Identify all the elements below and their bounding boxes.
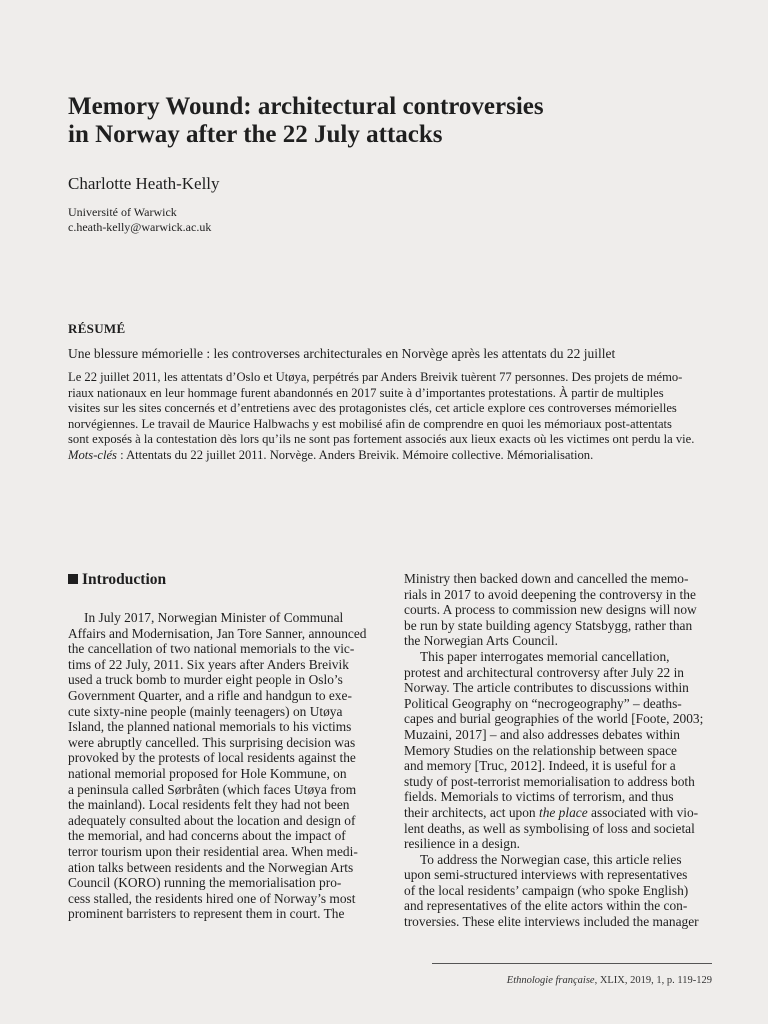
abstract-line: sont exposés à la contestation dès lors qu’ils ne sont pas fortement associés aux lieux exacts où les victimes ont perdu la vie. bbox=[68, 432, 695, 447]
body-line: of the local residents’ campaign (who spoke English) bbox=[404, 882, 689, 898]
body-line: ation talks between residents and the Norwegian Arts bbox=[68, 859, 354, 875]
body-line bbox=[404, 805, 712, 821]
resume-subtitle: Une blessure mémorielle : les controverses architecturales en Norvège après les attentats du 22 juillet bbox=[68, 346, 616, 361]
resume-abstract bbox=[68, 370, 710, 464]
body-line: Norway. The article contributes to discussions within bbox=[404, 680, 689, 696]
body-line: Affairs and Modernisation, Jan Tore Sanner, announced bbox=[68, 625, 367, 641]
body-line: To address the Norwegian case, this article relies bbox=[420, 851, 682, 867]
body-column-right bbox=[404, 571, 712, 930]
body-line: the cancellation of two national memorials to the vic- bbox=[68, 641, 355, 657]
institution: Université of Warwick bbox=[68, 205, 177, 219]
keywords-label: Mots-clés bbox=[68, 447, 117, 462]
body-line: This paper interrogates memorial cancellation, bbox=[420, 648, 670, 664]
body-line: Muzaini, 2017] – and also addresses debates within bbox=[404, 726, 680, 742]
body-line: protest and architectural controversy after July 22 in bbox=[404, 664, 684, 680]
body-line: troversies. These elite interviews included the manager bbox=[404, 914, 699, 930]
body-line: the mainland). Local residents felt they had not been bbox=[68, 797, 350, 813]
italic-phrase: the place bbox=[538, 804, 588, 820]
body-line: lent deaths, as well as symbolising of loss and societal bbox=[404, 820, 695, 836]
body-line: resilience in a design. bbox=[404, 836, 521, 852]
body-line: terror tourism upon their residential area. When medi- bbox=[68, 843, 358, 859]
author-affiliation bbox=[68, 205, 211, 235]
section-heading-introduction bbox=[68, 571, 166, 589]
body-line: study of post-terrorist memorialisation to address both bbox=[404, 773, 695, 789]
body-line: Political Geography on “necrogeography” – deaths- bbox=[404, 695, 682, 711]
abstract-line: riaux nationaux en leur hommage furent abandonnés en 2017 suite à d’importantes protestations. À partir de multiples bbox=[68, 385, 664, 400]
author-name: Charlotte Heath-Kelly bbox=[68, 174, 220, 193]
body-text: their architects, act upon bbox=[404, 804, 539, 820]
body-line: the Norwegian Arts Council. bbox=[404, 633, 558, 649]
keywords-line bbox=[68, 448, 710, 464]
body-line: courts. A process to commission new designs will now bbox=[404, 602, 697, 618]
body-line: and memory [Truc, 2012]. Indeed, it is useful for a bbox=[404, 758, 676, 774]
abstract-line: visites sur les sites concernés et d’entretiens avec des protagonistes clés, cet article explore ces controverses mémorielles bbox=[68, 401, 677, 416]
resume-heading: RÉSUMÉ bbox=[68, 321, 126, 336]
body-line: the memorial, and had concerns about the impact of bbox=[68, 828, 346, 844]
keywords-text: : Attentats du 22 juillet 2011. Norvège. Anders Breivik. Mémoire collective. Mémorialisation. bbox=[116, 447, 594, 462]
body-line: capes and burial geographies of the world [Foote, 2003; bbox=[404, 711, 704, 727]
journal-details: , XLIX, 2019, 1, p. 119-129 bbox=[594, 975, 712, 986]
body-line: cess stalled, the residents hired one of Norway’s most bbox=[68, 890, 356, 906]
body-line: cute sixty-nine people (mainly teenagers) on Utøya bbox=[68, 703, 343, 719]
body-line: be run by state building agency Statsbygg, rather than bbox=[404, 617, 693, 633]
footer-rule bbox=[432, 963, 712, 964]
body-line: were abruptly cancelled. This surprising decision was bbox=[68, 734, 356, 750]
body-line: national memorial proposed for Hole Kommune, on bbox=[68, 765, 347, 781]
body-line: used a truck bomb to murder eight people in Oslo’s bbox=[68, 672, 343, 688]
body-column-left bbox=[68, 610, 374, 922]
article-title-line: in Norway after the 22 July attacks bbox=[68, 121, 443, 148]
abstract-line: Le 22 juillet 2011, les attentats d’Oslo et Utøya, perpétrés par Anders Breivik tuèrent 77 personnes. Des projets de mémo- bbox=[68, 370, 683, 384]
abstract-line: norvégiennes. Le travail de Maurice Halbwachs y est mobilisé afin de comprendre en quoi les mémoriaux post-attentats bbox=[68, 416, 672, 431]
body-line: rials in 2017 to avoid deepening the controversy in the bbox=[404, 586, 696, 602]
body-line: tims of 22 July, 2011. Six years after Anders Breivik bbox=[68, 656, 349, 672]
body-line: upon semi-structured interviews with representatives bbox=[404, 867, 688, 883]
body-line: Government Quarter, and a rifle and handgun to exe- bbox=[68, 687, 352, 703]
body-text: associated with vio- bbox=[587, 804, 699, 820]
journal-footer bbox=[432, 975, 712, 986]
article-title-line: Memory Wound: architectural controversies bbox=[68, 93, 544, 120]
body-line: Council (KORO) running the memorialisation pro- bbox=[68, 875, 342, 891]
body-line: provoked by the protests of local residents against the bbox=[68, 750, 356, 766]
body-line: and representatives of the elite actors within the con- bbox=[404, 898, 688, 914]
article-title bbox=[68, 93, 708, 149]
square-bullet-icon bbox=[68, 574, 78, 584]
body-line: prominent barristers to represent them in court. The bbox=[68, 906, 345, 922]
journal-name: Ethnologie française bbox=[506, 975, 595, 986]
body-line: a peninsula called Sørbråten (which faces Utøya from bbox=[68, 781, 357, 797]
body-line: In July 2017, Norwegian Minister of Communal bbox=[84, 610, 344, 625]
body-line: adequately consulted about the location and design of bbox=[68, 812, 356, 828]
body-line: Island, the planned national memorials to his victims bbox=[68, 719, 352, 735]
author-email[interactable]: c.heath-kelly@warwick.ac.uk bbox=[68, 220, 212, 234]
body-line: Memory Studies on the relationship between space bbox=[404, 742, 677, 758]
body-line: Ministry then backed down and cancelled the memo- bbox=[404, 571, 689, 586]
body-line: fields. Memorials to victims of terrorism, and thus bbox=[404, 789, 674, 805]
section-heading-label: Introduction bbox=[82, 571, 167, 588]
